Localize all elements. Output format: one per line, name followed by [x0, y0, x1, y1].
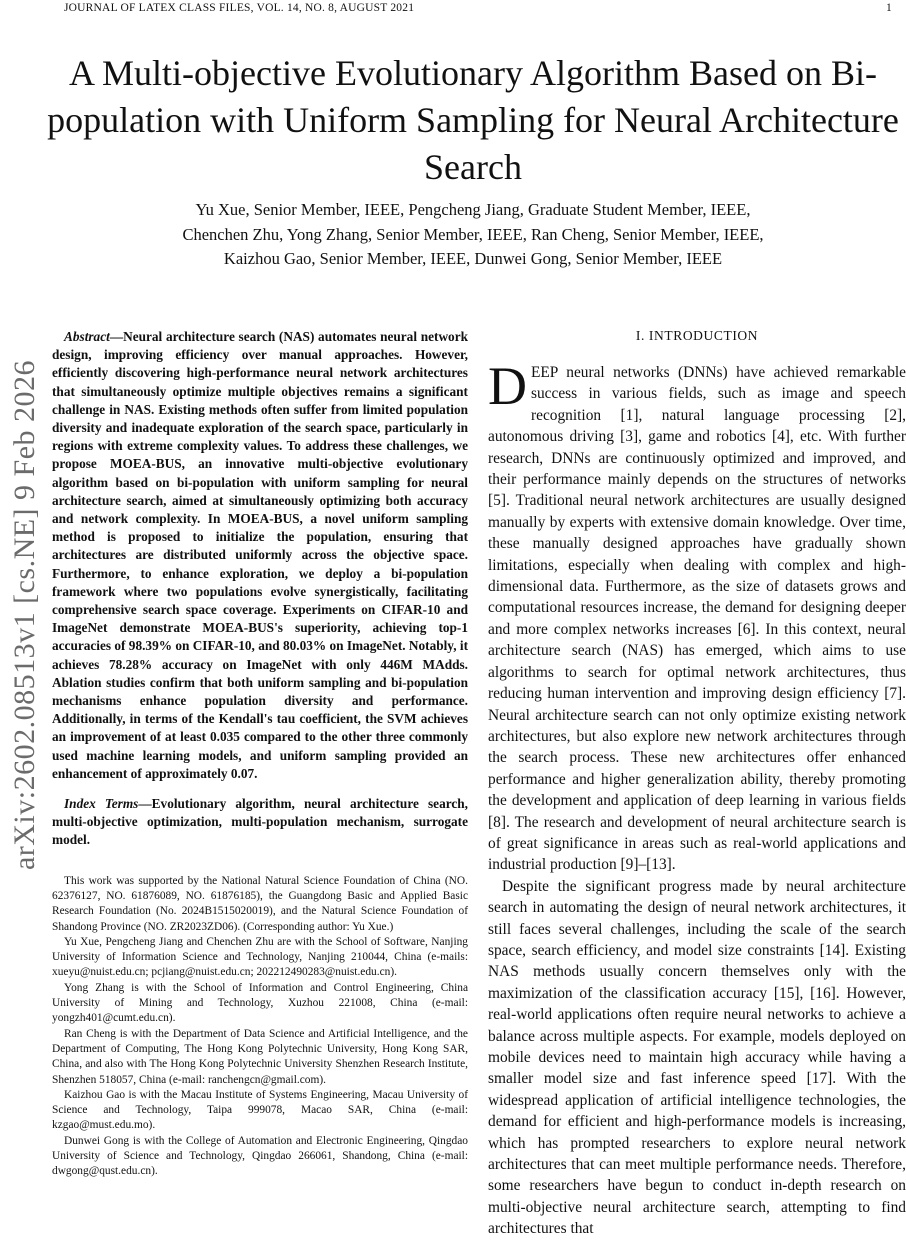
index-terms — [52, 795, 468, 850]
intro-paragraph-1 — [488, 356, 906, 876]
arxiv-stamp — [0, 330, 50, 900]
abstract — [52, 328, 468, 783]
footnote-affiliation: Kaizhou Gao is with the Macau Institute of Systems Engineering, Macau University of Science and Technology, Taipa 999078, Macao SAR, China (e-mail: kzgao@must.edu.mo). — [52, 1088, 468, 1132]
author-list — [40, 198, 906, 272]
author-line: Yu Xue, Senior Member, IEEE, Pengcheng Jiang, Graduate Student Member, IEEE, — [195, 200, 751, 219]
right-column — [488, 326, 906, 1240]
author-line: Kaizhou Gao, Senior Member, IEEE, Dunwei Gong, Senior Member, IEEE — [223, 249, 723, 268]
footnotes — [52, 874, 468, 1180]
drop-cap: D — [488, 356, 527, 416]
section-heading: I. INTRODUCTION — [635, 328, 759, 343]
footnote-funding: This work was supported by the National Natural Science Foundation of China (NO. 62376127, NO. 61876089, NO. 61876185), the Guangdong Basic and Applied Basic Research Foundation (No. 2024B1515020019), and the Natural Science Foundation of Shandong Province (NO. ZR2023ZD06). (Corresponding author: Yu Xue.) — [52, 874, 468, 933]
paper-title: A Multi-objective Evolutionary Algorithm Based on Bi-population with Uniform Sampling for Neural Architecture Search — [47, 53, 899, 187]
abstract-text: —Neural architecture search (NAS) automates neural network design, improving efficiency over manual approaches. However, efficiently discovering high-performance neural network architectures that simultaneously optimize multiple objectives remains a significant challenge in NAS. Existing methods often suffer from limited population diversity and inadequate exploration of the search space, particularly in regions with extreme complexity values. To address these challenges, we propose MOEA-BUS, an innovative multi-objective evolutionary algorithm based on bi-population with uniform sampling for neural architecture search, aimed at simultaneously optimizing both accuracy and network complexity. In MOEA-BUS, a novel uniform sampling method is proposed to initialize the population, ensuring that architectures are distributed uniformly across the objective space. Furthermore, to enhance exploration, we deploy a bi-population framework where two populations evolve synergistically, facilitating comprehensive search space coverage. Experiments on CIFAR-10 and ImageNet demonstrate MOEA-BUS's superiority, achieving top-1 accuracies of 98.39% on CIFAR-10, and 80.03% on ImageNet. Notably, it achieves 78.28% accuracy on ImageNet with only 446M MAdds. Ablation studies confirm that both uniform sampling and bi-population mechanisms enhance population diversity and performance. Additionally, in terms of the Kendall's tau coefficient, the SVM achieves an improvement of at least 0.035 compared to the other three commonly used machine learning models, and uniform sampling provided an enhancement of approximately 0.07. — [52, 329, 468, 781]
page-number: 1 — [886, 2, 892, 14]
paragraph-text: EEP neural networks (DNNs) have achieved remarkable success in various fields, such as image and speech recognition [1], natural language processing [2], autonomous driving [3], game and robotics [4], etc. With further research, DNNs are continuously optimized and improved, and their performance mainly depends on the structures of networks [5]. Traditional neural network architectures are usually designed manually by experts with extensive domain knowledge. Over time, these manually designed approaches have gradually shown limitations, especially when dealing with complex and high-dimensional data. Furthermore, as the size of datasets grows and computational resources increase, the demand for designing deeper and more complex networks increases [6]. In this context, neural architecture search (NAS) has emerged, which aims to use algorithms to search for optimal network architectures, thus reducing human intervention and improving design efficiency [7]. Neural architecture search can not only optimize existing network architectures, but also explore new network architectures through the search process. These new architectures offer enhanced performance and higher generalization ability, thereby promoting the development and application of deep learning in various fields [8]. The research and development of neural architecture search is of great significance in areas such as real-world applications and industrial production [9]–[13]. — [488, 364, 906, 874]
index-terms-label: Index Terms — [64, 796, 139, 812]
left-column — [52, 328, 468, 1180]
abstract-label: Abstract — [64, 329, 110, 344]
intro-paragraph-2: Despite the significant progress made by neural architecture search in automating the design of neural network architectures, it still faces several challenges, including the scale of the search space, search efficiency, and model size constraints [14]. Existing NAS methods usually concern themselves only with the maximization of the classification accuracy [15], [16]. However, real-world applications often require neural networks to achieve a balance across multiple aspects. For example, models deployed on mobile devices need to maintain high accuracy while having a smaller model size and fast inference speed [17]. With the widespread application of artificial intelligence technologies, the demand for efficient and high-performance models is increasing, which has prompted researchers to explore neural network architectures that can meet multiple performance needs. Therefore, some researchers have begun to conduct in-depth research on multi-objective neural architecture search, attempting to find architectures that — [488, 877, 906, 1238]
journal-name: JOURNAL OF LATEX CLASS FILES, VOL. 14, NO. 8, AUGUST 2021 — [64, 2, 415, 14]
footnote-affiliation: Yong Zhang is with the School of Information and Control Engineering, China University of Mining and Technology, Xuzhou 221008, China (e-mail: yongzh401@cumt.edu.cn). — [52, 981, 468, 1025]
footnote-affiliation: Ran Cheng is with the Department of Data Science and Artificial Intelligence, and the Department of Computing, The Hong Kong Polytechnic University, Hong Kong SAR, China, and also with The Hong Kong Polytechnic University Shenzhen Research Institute, Shenzhen 518057, China (e-mail: ranchengcn@gmail.com). — [52, 1027, 468, 1086]
running-header — [64, 0, 892, 20]
arxiv-identifier: arXiv:2602.08513v1 [cs.NE] 9 Feb 2026 — [8, 359, 41, 871]
author-line: Chenchen Zhu, Yong Zhang, Senior Member, IEEE, Ran Cheng, Senior Member, IEEE, — [182, 224, 764, 244]
index-terms-text: —Evolutionary algorithm, neural architecture search, multi-objective optimization, multi-population mechanism, surrogate model. — [52, 796, 468, 848]
footnote-affiliation: Yu Xue, Pengcheng Jiang and Chenchen Zhu are with the School of Software, Nanjing University of Information Science and Technology, Nanjing 210044, China (e-mails: xueyu@nuist.edu.cn; pcjiang@nuist.edu.cn; 202212490283@nuist.edu.cn). — [52, 935, 468, 979]
footnote-affiliation: Dunwei Gong is with the College of Automation and Electronic Engineering, Qingdao University of Science and Technology, Qingdao 266061, Shandong, China (e-mail: dwgong@qust.edu.cn). — [52, 1134, 468, 1178]
